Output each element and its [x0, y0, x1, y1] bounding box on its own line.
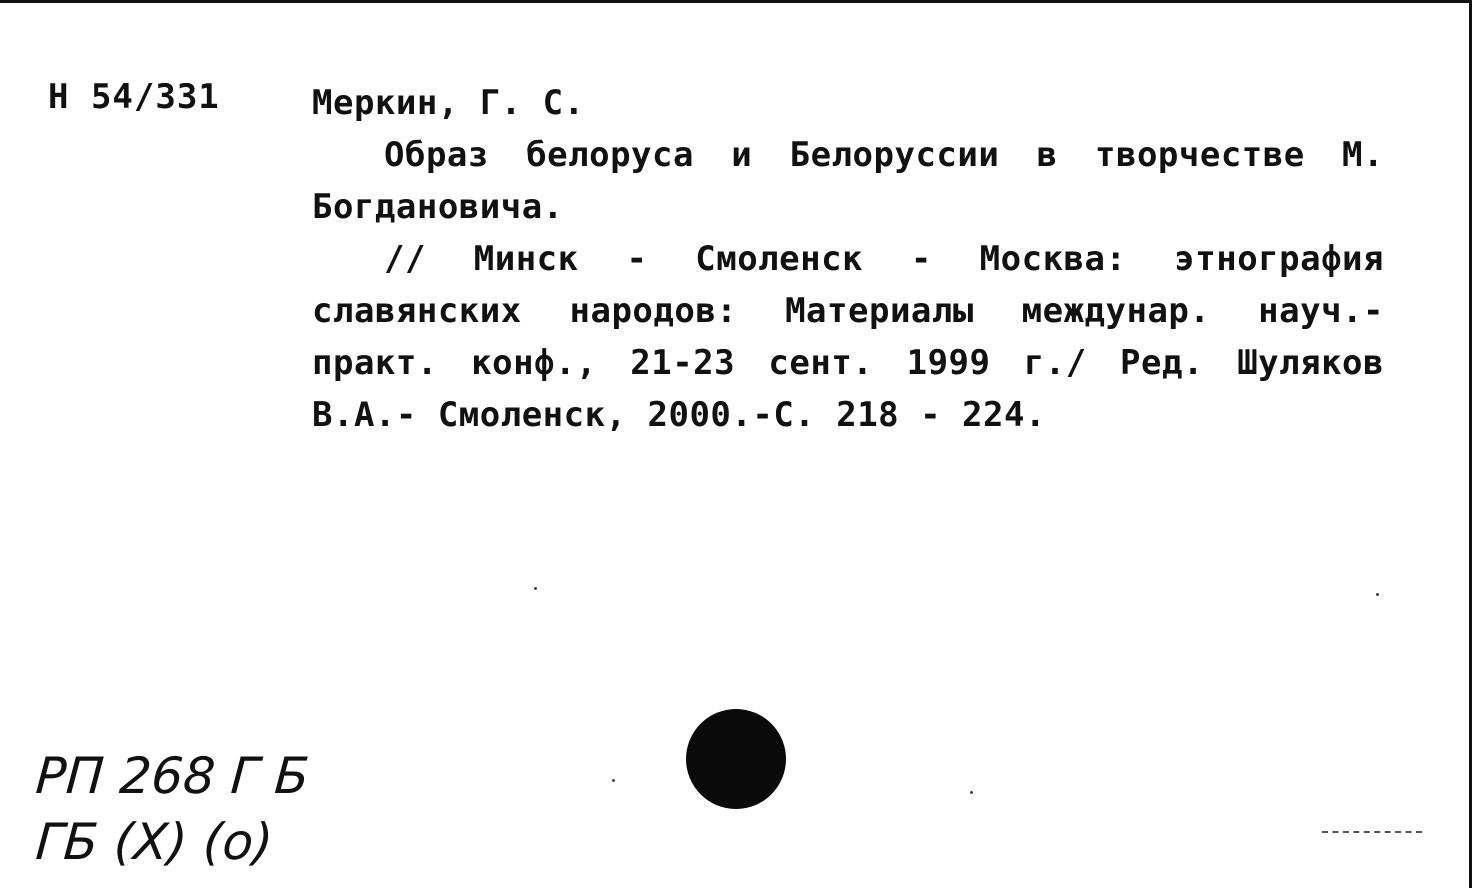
title: Образ белоруса и Белоруссии в творчестве М. Богдановича.	[312, 135, 1384, 227]
speck	[970, 791, 973, 794]
handwritten-note-2: ГБ (Х) (о)	[33, 813, 275, 871]
speck	[612, 779, 615, 782]
author: Меркин, Г. С.	[312, 83, 585, 123]
shelfmark: Н 54/331	[48, 77, 220, 117]
source-citation: // Минск - Смоленск - Москва: этнография славянских народов: Материалы междунар. науч.- практ. конф., 21-23 сент. 1999 г./ Ред. Шуляков В.А.- Смоленск, 2000.-С. 218 - 224.	[312, 239, 1384, 435]
speck	[534, 587, 537, 590]
speck	[1376, 593, 1379, 596]
handwritten-note-1: РП 268 Г Б	[33, 747, 312, 805]
bibliographic-entry	[312, 77, 1384, 441]
dashed-line	[1322, 831, 1422, 833]
punch-hole	[686, 709, 786, 809]
